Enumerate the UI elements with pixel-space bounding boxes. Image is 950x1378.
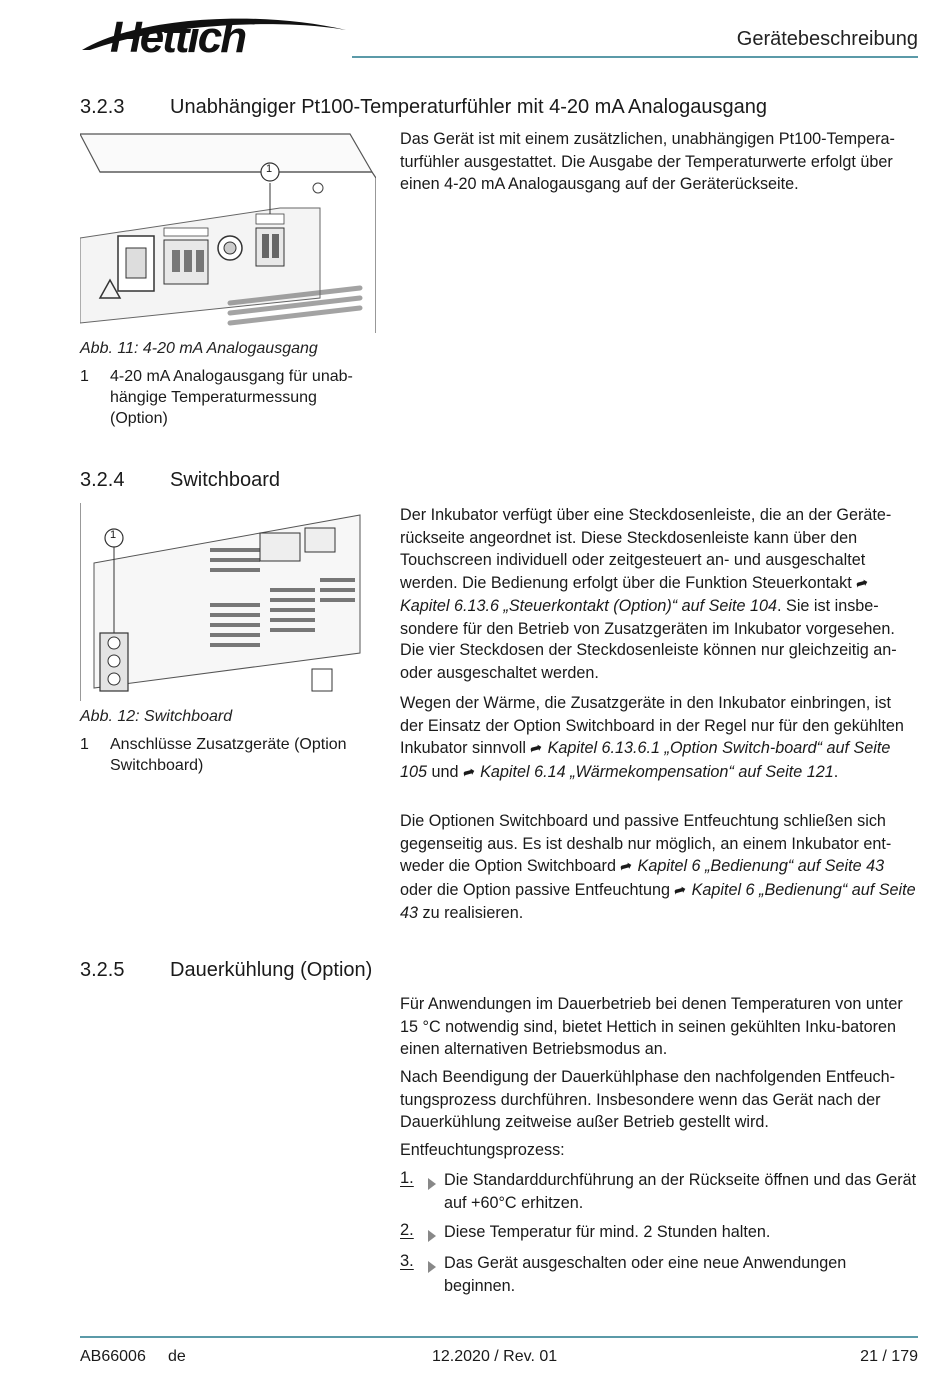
legend-text: Anschlüsse Zusatzgeräte (Option Switchboard) [110, 736, 347, 774]
step-text: Das Gerät ausgeschalten oder eine neue Anwendungen beginnen. [444, 1254, 847, 1295]
legend-number: 1 [80, 736, 89, 753]
legend-number: 1 [80, 368, 89, 385]
arrow-xref-icon: ➦ [672, 880, 689, 900]
step-text: Die Standarddurchführung an der Rückseite öffnen und das Gerät auf +60°C erhitzen. [444, 1171, 917, 1212]
callout-1: 1 [266, 163, 273, 175]
xref-link[interactable]: ➦ Kapitel 6.14 „Wärmekompensation“ auf Seite 121 [463, 763, 834, 781]
section-325-title: Dauerkühlung (Option) [170, 959, 373, 981]
step-item [400, 1252, 918, 1298]
svg-text:Hettich: Hettich [110, 13, 246, 58]
step-number: 2. [400, 1221, 414, 1239]
arrow-xref-icon: ➦ [528, 738, 545, 759]
triangle-step-icon [428, 1178, 436, 1190]
figure-switchboard [80, 503, 368, 701]
arrow-xref-icon: ➦ [854, 573, 871, 593]
footer-revision: 12.2020 / Rev. 01 [432, 1348, 558, 1365]
paragraph-324-3: Wegen der Wärme, die Zusatzgeräte in den Inkubator einbringen, ist der Einsatz der Option Switchboard in der Regel nur für den gekühlten Inkubator sinnvoll ➦ Kapitel 6.13.6.1 „Option Switch-board“ auf Seite 105 und ➦ Kapitel 6.14 „Wärmekompensation“ auf Seite 121. [400, 692, 918, 784]
figure-legend-11 [80, 366, 380, 432]
step-item [400, 1221, 918, 1245]
paragraph-323: Das Gerät ist mit einem zusätzlichen, unabhängigen Pt100-Tempera-turfühler ausgestattet. Die Ausgabe der Temperaturwerte erfolgt über einen 4-20 mA Analogausgang auf der Geräterückseite. [400, 130, 895, 193]
section-324-number: 3.2.4 [80, 469, 125, 491]
xref-link[interactable]: ➦ Kapitel 6.13.6 „Steuerkontakt (Option)“ auf Seite 104 [400, 573, 871, 615]
header-rule [352, 56, 918, 58]
section-323-title: Unabhängiger Pt100-Temperaturfühler mit 4-20 mA Analogausgang [170, 96, 768, 118]
section-323-number: 3.2.3 [80, 96, 125, 118]
triangle-step-icon [428, 1230, 436, 1242]
footer-page-number: 21 / 179 [860, 1348, 918, 1365]
figure-caption-12: Abb. 12: Switchboard [80, 708, 233, 725]
step-number: 3. [400, 1252, 414, 1270]
figure-analog-output [80, 128, 376, 333]
paragraph-325-1: Für Anwendungen im Dauerbetrieb bei denen Temperaturen von unter 15 °C notwendig sind, bietet Hettich in seinen gekühlten Inku-batoren einen alternativen Betriebsmodus an. [400, 995, 903, 1058]
figure-legend-12 [80, 734, 380, 778]
step-text: Diese Temperatur für mind. 2 Stunden halten. [444, 1223, 771, 1241]
xref-link[interactable]: ➦ Kapitel 6.13.6.1 „Option Switch-board“ auf Seite 105 [400, 738, 891, 781]
paragraph-325-2: Nach Beendigung der Dauerkühlphase den nachfolgenden Entfeuch-tungsprozess durchführen. Insbesondere wenn das Gerät nach der Dauerkühlung zeitweise außer Betrieb gestellt wird. [400, 1068, 895, 1131]
paragraph-325-3: Entfeuchtungsprozess: [400, 1141, 565, 1159]
legend-text: 4-20 mA Analogausgang für unab-hängige Temperaturmessung (Option) [110, 368, 353, 427]
step-item [400, 1169, 918, 1215]
footer-language: de [168, 1348, 186, 1365]
paragraph-324-1: Der Inkubator verfügt über eine Steckdosenleiste, die an der Geräte-rückseite angeordnet ist. Diese Steckdosenleiste kann über den Touchscreen individuell oder zeitgesteuert an- und ausgeschaltet werden. Die Bedienung erfolgt über die Funktion Steuerkontakt ➦ Kapitel 6.13.6 „Steuerkontakt (Option)“ auf Seite 104. Sie ist insbe-sondere für den Betrieb von Zusatzgeräten im Inkubator vorgesehen. [400, 506, 895, 638]
paragraph-324-2: Die vier Steckdosen der Steckdosenleiste können nur gleichzeitig an- oder ausgeschaltet werden. [400, 641, 897, 682]
triangle-step-icon [428, 1261, 436, 1273]
footer-doc-number: AB66006 [80, 1348, 146, 1365]
callout-1: 1 [110, 529, 117, 541]
arrow-xref-icon: ➦ [460, 762, 478, 782]
arrow-xref-icon: ➦ [618, 856, 635, 877]
section-325-number: 3.2.5 [80, 959, 125, 981]
header-section-title: Gerätebeschreibung [736, 28, 918, 50]
step-number: 1. [400, 1169, 414, 1187]
hettich-logo [80, 8, 350, 58]
footer-rule [80, 1336, 918, 1338]
paragraph-324-4: Die Optionen Switchboard und passive Entfeuchtung schließen sich gegenseitig aus. Es ist deshalb nur möglich, an einem Inkubator ent-weder die Option Switchboard ➦ Kapitel 6 „Bedienung“ auf Seite 43 oder die Option passive Entfeuchtung ➦ Kapitel 6 „Bedienung“ auf Seite 43 zu realisieren. [400, 812, 916, 922]
xref-link[interactable]: ➦ Kapitel 6 „Bedienung“ auf Seite 43 [620, 857, 884, 875]
figure-caption-11: Abb. 11: 4-20 mA Analogausgang [80, 340, 318, 357]
xref-link[interactable]: ➦ Kapitel 6 „Bedienung“ auf Seite 43 [400, 880, 916, 922]
section-324-title: Switchboard [170, 469, 281, 491]
